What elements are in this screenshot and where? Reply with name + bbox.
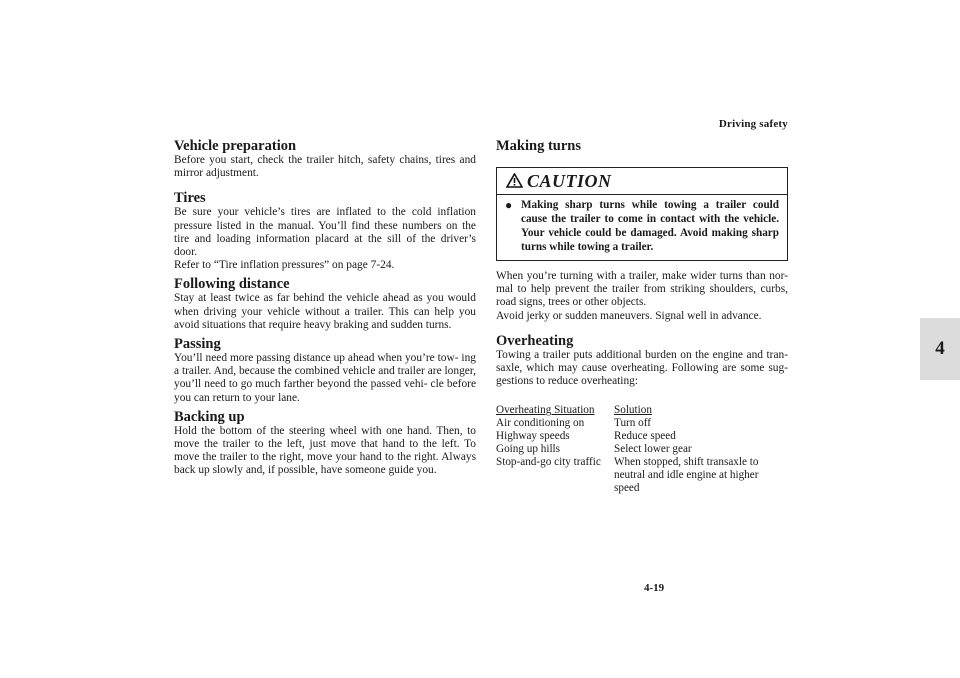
heading-backing-up: Backing up <box>174 408 245 425</box>
heading-tires: Tires <box>174 190 206 207</box>
tires-reference: Refer to “Tire inflation pressures” on page 7-24. <box>174 259 395 272</box>
table-cell: Stop-and-go city traffic <box>496 456 601 469</box>
table-cell: Turn off <box>614 417 651 430</box>
table-cell: Going up hills <box>496 443 561 456</box>
table-cell: Air conditioning on <box>496 417 585 430</box>
following-distance-text: Stay at least twice as far behind the vehicle ahead as you would when driving your vehicle without a trailer. This can help you avoid situations that require heavy braking and sudden turns. <box>174 292 476 331</box>
caution-box <box>496 167 788 261</box>
heading-following-distance: Following distance <box>174 276 290 293</box>
making-turns-advice: Avoid jerky or sudden maneuvers. Signal well in advance. <box>496 309 762 322</box>
table-cell: Select lower gear <box>614 443 692 456</box>
left-column <box>174 138 476 478</box>
caution-title: CAUTION <box>527 171 612 191</box>
right-column <box>496 138 788 495</box>
caution-text: Making sharp turns while towing a trailer could cause the trailer to come in contact with the vehicle. Your vehicle could be damaged. Avoid making sharp turns while towing a trailer. <box>521 199 779 253</box>
table-row <box>496 417 772 430</box>
overheating-intro: Towing a trailer puts additional burden on the engine and tran- saxle, which may cause overheating. Following are some sug- gestions to reduce overheating: <box>496 348 788 388</box>
page-number: 4-19 <box>644 582 665 594</box>
heading-passing: Passing <box>174 336 221 353</box>
table-header-row <box>496 404 772 417</box>
backing-up-text: Hold the bottom of the steering wheel with one hand. Then, to move the trailer to the left, just move that hand to the left. To move the trailer to the right, move your hand to the right. Always back up slowly and, if possible, have someone guide you. <box>174 424 476 477</box>
tires-text: Be sure your vehicle’s tires are inflated to the cold inflation pressure listed in the manual. You’ll find these numbers on the tire and loading information placard at the sill of the driver’s door. <box>174 206 476 259</box>
column-header: Solution <box>614 404 652 417</box>
vehicle-preparation-text: Before you start, check the trailer hitch, safety chains, tires and mirror adjustment. <box>174 154 476 180</box>
caution-item <box>497 195 787 254</box>
table-row <box>496 456 772 495</box>
table-row <box>496 430 772 443</box>
making-turns-text: When you’re turning with a trailer, make wider turns than nor- mal to help prevent the trailer from striking shoulders, curbs, road signs, trees or other objects. <box>496 270 788 309</box>
table-cell: When stopped, shift transaxle to neutral and idle engine at higher speed <box>614 456 759 495</box>
heading-overheating: Overheating <box>496 332 574 349</box>
passing-text: You’ll need more passing distance up ahead when you’re tow- ing a trailer. And, because the combined vehicle and trailer are longer, you’ll need to go much farther beyond the passed vehi- cle before you can return to your lane. <box>174 352 476 404</box>
table-row <box>496 443 772 456</box>
table-cell: Highway speeds <box>496 430 570 443</box>
table-cell: Reduce speed <box>614 430 676 443</box>
warning-triangle-icon <box>506 173 523 193</box>
chapter-tab: 4 <box>920 318 960 380</box>
column-header: Overheating Situation <box>496 404 595 417</box>
bullet-icon: ● <box>505 198 513 212</box>
caution-header <box>497 168 787 195</box>
heading-vehicle-preparation: Vehicle preparation <box>174 138 297 154</box>
heading-making-turns: Making turns <box>496 138 582 154</box>
overheating-table <box>496 404 772 495</box>
running-header: Driving safety <box>718 118 788 130</box>
